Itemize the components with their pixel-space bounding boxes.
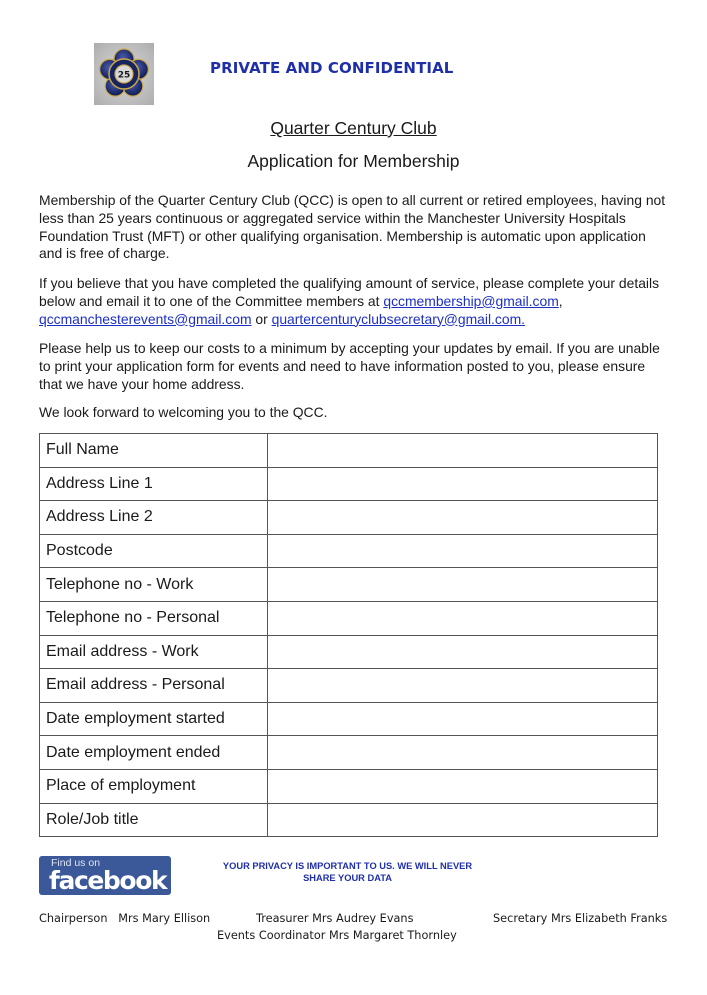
form-title: Application for Membership <box>247 151 460 171</box>
badge-icon <box>94 43 154 105</box>
form-row <box>40 501 658 535</box>
field-value-address-1[interactable] <box>268 467 658 501</box>
facebook-wordmark: facebook <box>49 866 167 895</box>
form-row <box>40 434 658 468</box>
form-row <box>40 702 658 736</box>
field-value-email-work[interactable] <box>268 635 658 669</box>
field-value-role[interactable] <box>268 803 658 837</box>
footer-secretary: Secretary Mrs Elizabeth Franks <box>493 912 668 925</box>
field-label-phone-work: Telephone no - Work <box>40 568 268 602</box>
form-row <box>40 601 658 635</box>
application-form-table <box>39 433 658 837</box>
field-label-role: Role/Job title <box>40 803 268 837</box>
field-label-email-work: Email address - Work <box>40 635 268 669</box>
field-label-date-ended: Date employment ended <box>40 736 268 770</box>
facebook-find-us-text: Find us on <box>51 857 101 869</box>
field-label-place-of-employment: Place of employment <box>40 769 268 803</box>
form-row <box>40 534 658 568</box>
costs-paragraph: Please help us to keep our costs to a minimum by accepting your updates by email. If you are unable to print your application form for events and need to have information posted to you, please ensure that we have your home address. <box>39 340 660 392</box>
separator-comma: , <box>558 292 563 309</box>
field-label-full-name: Full Name <box>40 434 268 468</box>
field-label-email-personal: Email address - Personal <box>40 669 268 703</box>
form-row <box>40 635 658 669</box>
form-row <box>40 803 658 837</box>
privacy-line-1: YOUR PRIVACY IS IMPORTANT TO US. WE WILL NEVER <box>222 861 473 871</box>
privacy-line-2: SHARE YOUR DATA <box>303 872 392 883</box>
membership-email-link[interactable]: qccmembership@gmail.com <box>383 292 559 309</box>
form-row <box>40 568 658 602</box>
footer-treasurer: Treasurer Mrs Audrey Evans <box>256 912 414 925</box>
footer-chairperson: Chairperson Mrs Mary Ellison <box>39 912 211 925</box>
field-value-date-ended[interactable] <box>268 736 658 770</box>
confidential-heading: PRIVATE AND CONFIDENTIAL <box>210 59 454 77</box>
field-label-date-started: Date employment started <box>40 702 268 736</box>
badge-number: 25 <box>117 70 131 81</box>
field-label-address-1: Address Line 1 <box>40 467 268 501</box>
field-value-phone-work[interactable] <box>268 568 658 602</box>
field-value-address-2[interactable] <box>268 501 658 535</box>
separator-or: or <box>251 310 272 327</box>
club-title: Quarter Century Club <box>270 118 437 138</box>
form-row <box>40 769 658 803</box>
club-badge-logo <box>94 43 154 105</box>
footer-events-coordinator: Events Coordinator Mrs Margaret Thornley <box>217 929 457 942</box>
contact-paragraph <box>39 275 669 328</box>
field-label-address-2: Address Line 2 <box>40 501 268 535</box>
form-row <box>40 669 658 703</box>
field-value-date-started[interactable] <box>268 702 658 736</box>
facebook-badge[interactable] <box>39 856 171 895</box>
secretary-email-link[interactable]: quartercenturyclubsecretary@gmail.com. <box>271 310 526 327</box>
field-value-email-personal[interactable] <box>268 669 658 703</box>
field-label-postcode: Postcode <box>40 534 268 568</box>
field-value-postcode[interactable] <box>268 534 658 568</box>
events-email-link[interactable]: qccmanchesterevents@gmail.com <box>39 310 252 327</box>
privacy-notice <box>210 861 485 884</box>
form-row <box>40 467 658 501</box>
field-label-phone-personal: Telephone no - Personal <box>40 601 268 635</box>
field-value-place-of-employment[interactable] <box>268 769 658 803</box>
field-value-full-name[interactable] <box>268 434 658 468</box>
welcome-paragraph: We look forward to welcoming you to the QCC. <box>39 404 328 420</box>
contact-text: If you believe that you have completed the qualifying amount of service, please complete your details below and email it to one of the Committee members at <box>39 275 660 309</box>
intro-paragraph: Membership of the Quarter Century Club (QCC) is open to all current or retired employees, having not less than 25 years continuous or aggregated service within the Manchester University Hospitals Foundation Trust (MFT) or other qualifying organisation. Membership is automatic upon application and is free of charge. <box>39 192 666 262</box>
field-value-phone-personal[interactable] <box>268 601 658 635</box>
form-row <box>40 736 658 770</box>
